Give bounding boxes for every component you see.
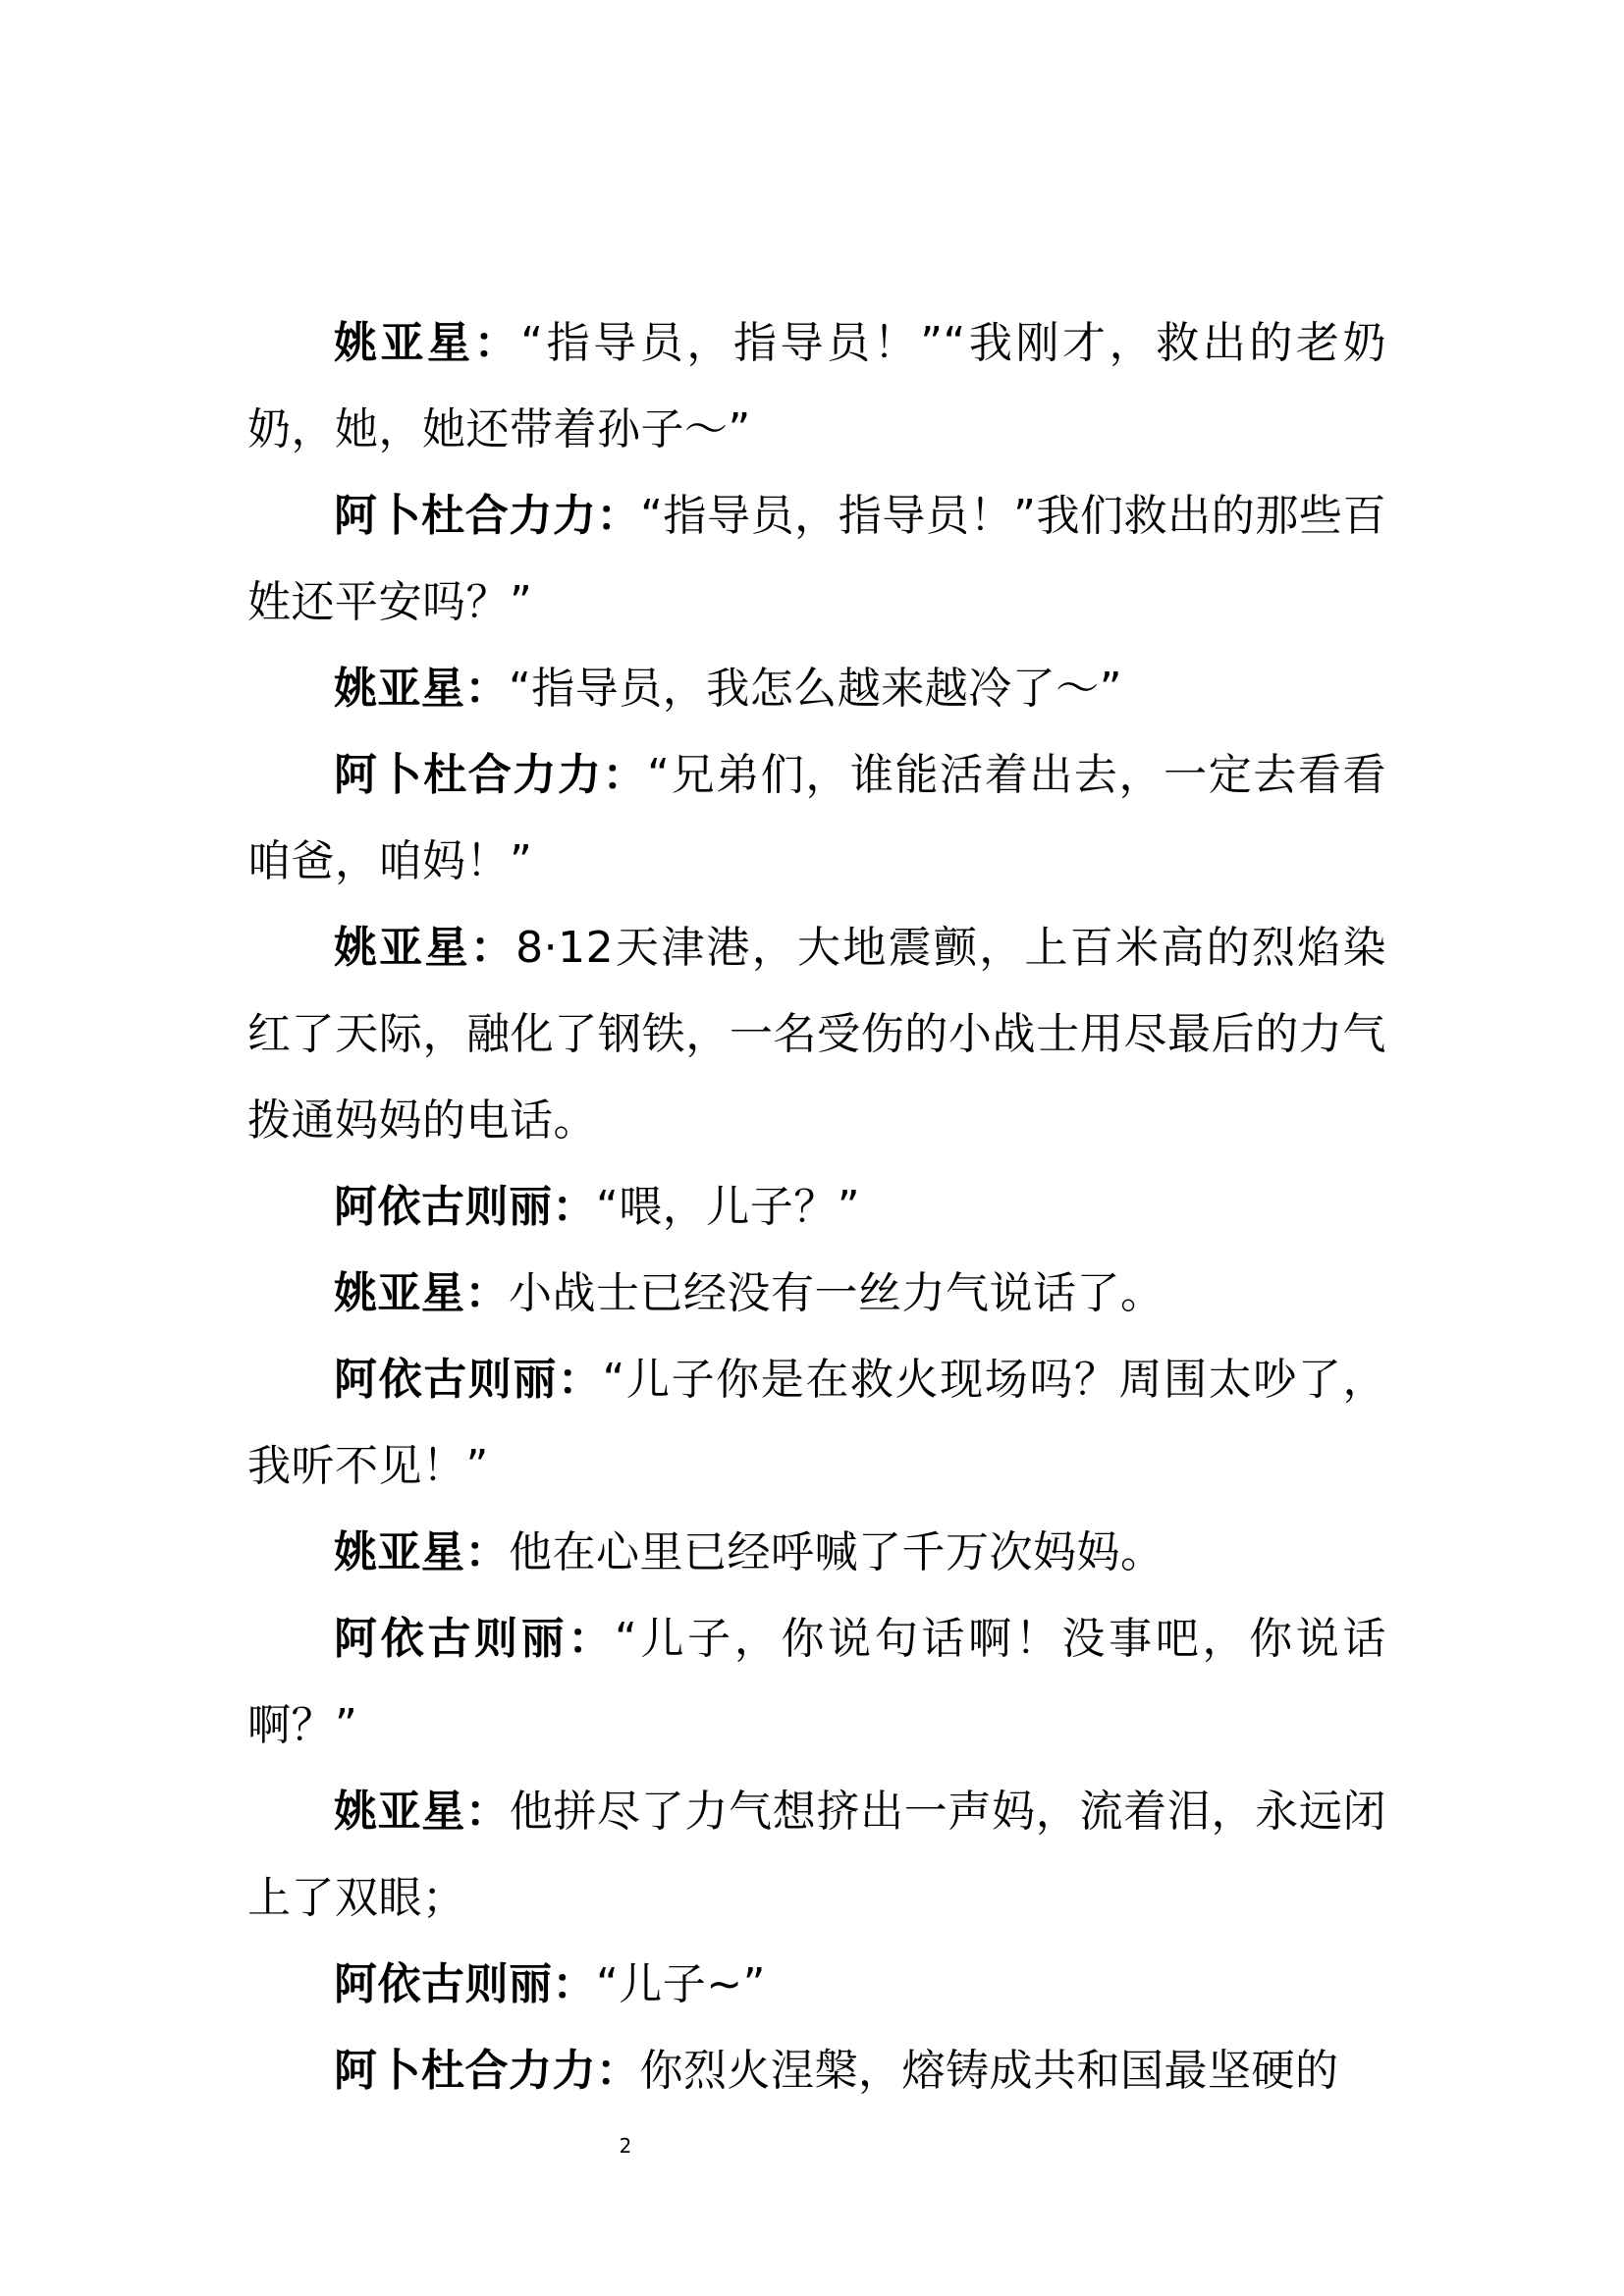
speaker-name: 阿依古则丽：	[334, 1959, 596, 2009]
dialogue-text: 他拼尽了力气想挤出一声妈，流着泪，永远闭上了双眼；	[247, 1787, 1387, 1923]
paragraph-4	[247, 732, 1386, 905]
dialogue-text: “喂，儿子？”	[596, 1182, 861, 1232]
paragraph-10	[247, 1596, 1386, 1769]
speaker-name: 阿卜杜合力力：	[334, 491, 641, 541]
document-body	[247, 300, 1386, 2114]
dialogue-text: 你烈火涅槃，熔铸成共和国最坚硬的	[639, 2046, 1339, 2096]
speaker-name: 姚亚星：	[334, 1527, 509, 1577]
dialogue-text: 他在心里已经呼喊了千万次妈妈。	[509, 1527, 1164, 1577]
paragraph-3	[247, 646, 1386, 732]
speaker-name: 阿依古则丽：	[334, 1355, 603, 1405]
paragraph-12	[247, 1942, 1386, 2028]
paragraph-8	[247, 1337, 1386, 1510]
dialogue-text: “儿子，你说句话啊！没事吧，你说话啊？”	[247, 1614, 1387, 1750]
paragraph-7	[247, 1251, 1386, 1337]
dialogue-text: 小战士已经没有一丝力气说话了。	[509, 1268, 1164, 1318]
dialogue-text: “指导员，指导员！”我们救出的那些百姓还平安吗？”	[247, 491, 1387, 627]
dialogue-text: “指导员，指导员！”“我刚才，救出的老奶奶，她，她还带着孙子～”	[247, 318, 1386, 454]
dialogue-text: “兄弟们，谁能活着出去，一定去看看咱爸，咱妈！”	[247, 750, 1386, 886]
speaker-name: 姚亚星：	[334, 1268, 509, 1318]
speaker-name: 姚亚星：	[334, 664, 509, 714]
page-number: 2	[619, 2134, 632, 2158]
paragraph-5	[247, 905, 1386, 1164]
paragraph-1	[247, 300, 1386, 473]
paragraph-13	[247, 2028, 1386, 2114]
paragraph-9	[247, 1510, 1386, 1596]
dialogue-text: 8·12天津港，大地震颤，上百米高的烈焰染红了天际，融化了钢铁，一名受伤的小战士用尽最后的力气拨通妈妈的电话。	[247, 923, 1387, 1146]
dialogue-text: “指导员，我怎么越来越冷了～”	[509, 664, 1123, 714]
speaker-name: 阿卜杜合力力：	[334, 2046, 640, 2096]
speaker-name: 阿卜杜合力力：	[334, 750, 648, 800]
speaker-name: 姚亚星：	[334, 923, 516, 973]
speaker-name: 阿依古则丽：	[334, 1182, 596, 1232]
paragraph-2	[247, 473, 1386, 646]
dialogue-text: “儿子~”	[596, 1959, 766, 2009]
dialogue-text: “儿子你是在救火现场吗？周围太吵了，我听不见！”	[247, 1355, 1386, 1491]
speaker-name: 姚亚星：	[334, 318, 521, 368]
paragraph-11	[247, 1769, 1386, 1942]
speaker-name: 阿依古则丽：	[334, 1614, 616, 1664]
speaker-name: 姚亚星：	[334, 1787, 510, 1837]
paragraph-6	[247, 1164, 1386, 1251]
